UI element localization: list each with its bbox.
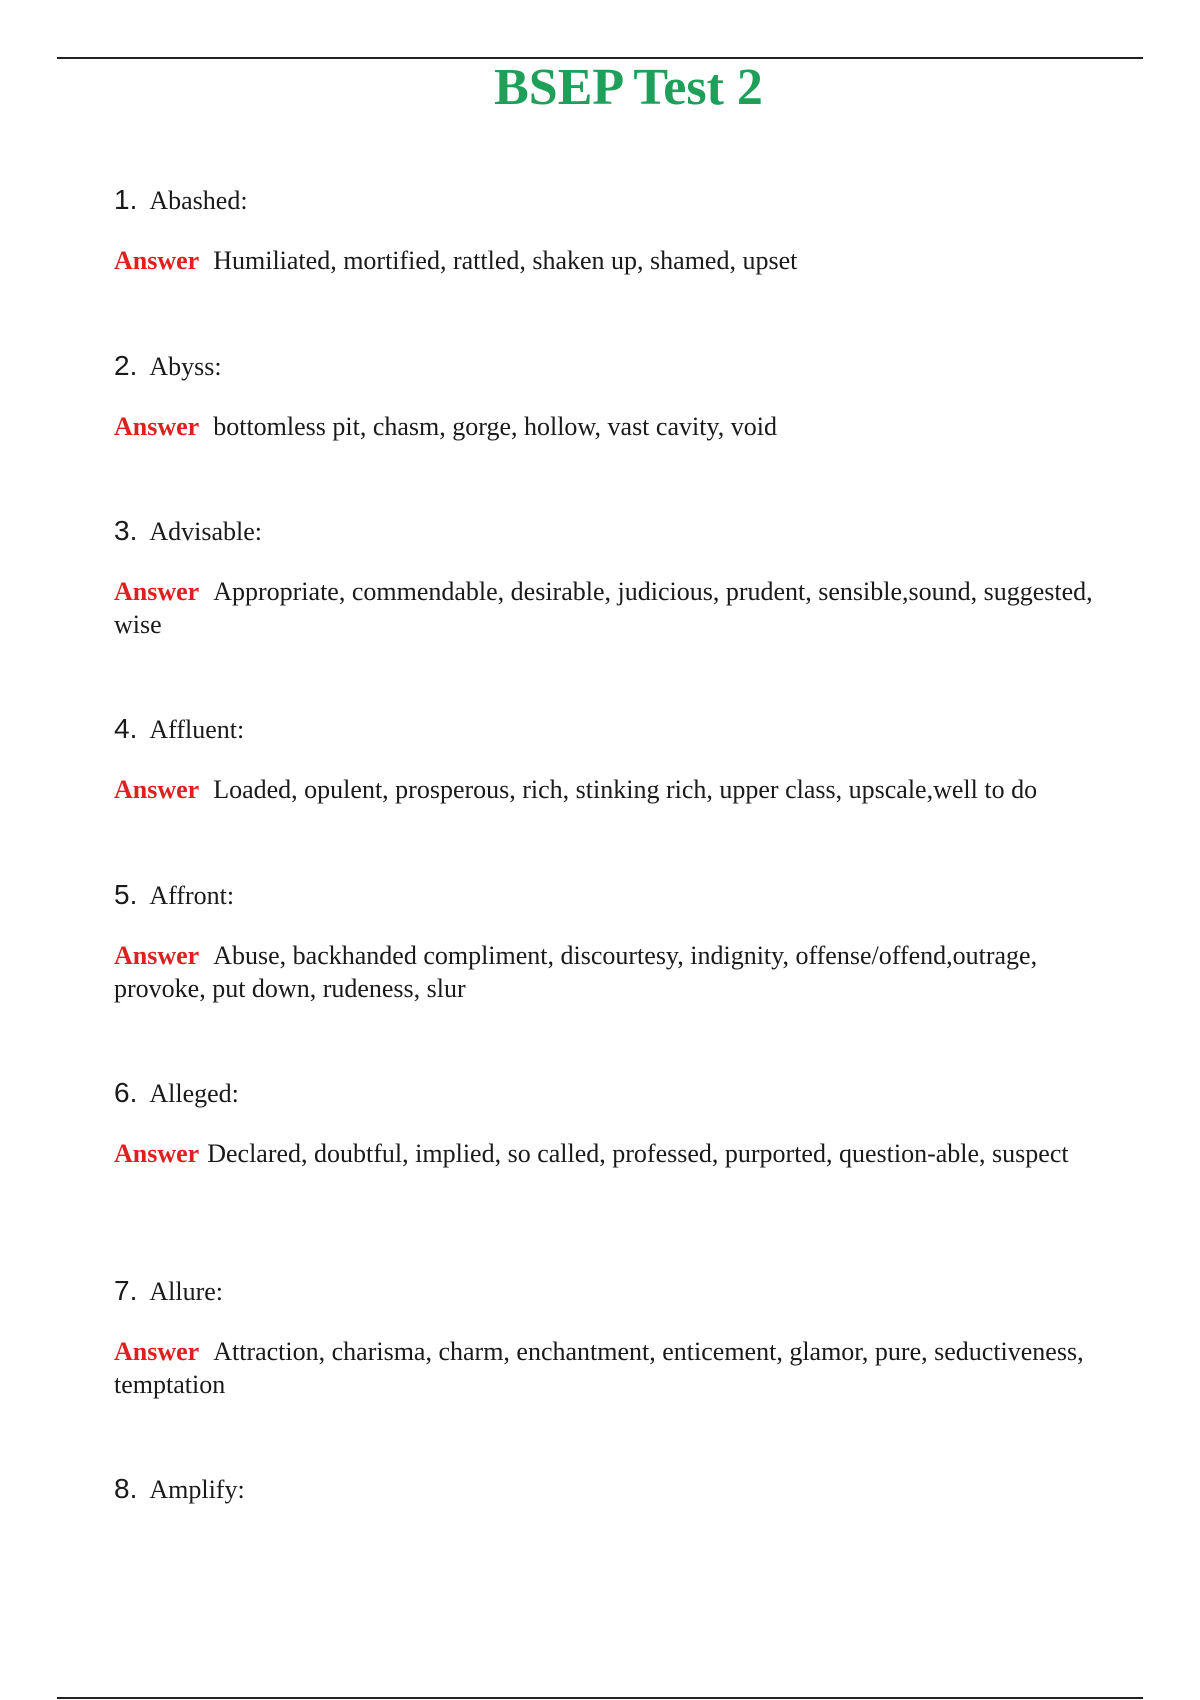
answer-label: Answer <box>114 1139 200 1168</box>
question-number: 7. <box>114 1275 138 1306</box>
question-word: Advisable: <box>149 517 263 546</box>
question <box>114 1469 1114 1509</box>
answer <box>114 939 1114 1005</box>
question-word: Affront: <box>149 881 235 910</box>
question <box>114 1271 1114 1311</box>
question-item-8 <box>114 1469 1114 1509</box>
question-item-1 <box>114 180 1114 277</box>
answer <box>114 575 1114 641</box>
answer <box>114 410 1114 443</box>
page-title: BSEP Test 2 <box>494 59 763 116</box>
question-item-4 <box>114 709 1114 806</box>
answer-label: Answer <box>114 941 200 970</box>
question-word: Abyss: <box>149 352 222 381</box>
question-number: 4. <box>114 713 138 744</box>
question-number: 1. <box>114 184 138 215</box>
bottom-rule <box>57 1697 1143 1699</box>
answer-text: Declared, doubtful, implied, so called, professed, purported, question-able, suspect <box>207 1139 1069 1168</box>
question-word: Affluent: <box>149 715 245 744</box>
question-number: 3. <box>114 515 138 546</box>
question <box>114 346 1114 386</box>
answer-label: Answer <box>114 1337 200 1366</box>
question-item-5 <box>114 875 1114 1005</box>
answer-label: Answer <box>114 246 200 275</box>
question-number: 6. <box>114 1077 138 1108</box>
question-number: 5. <box>114 879 138 910</box>
answer-text: bottomless pit, chasm, gorge, hollow, vast cavity, void <box>213 412 777 441</box>
answer-text: Appropriate, commendable, desirable, judicious, prudent, sensible,sound, suggested, wise <box>114 577 1093 639</box>
answer <box>114 1137 1114 1170</box>
question-number: 8. <box>114 1473 138 1504</box>
answer-text: Attraction, charisma, charm, enchantment, enticement, glamor, pure, seductiveness, temptation <box>114 1337 1084 1399</box>
answer <box>114 1335 1114 1401</box>
answer <box>114 773 1114 806</box>
answer-text: Loaded, opulent, prosperous, rich, stinking rich, upper class, upscale,well to do <box>213 775 1038 804</box>
question-item-2 <box>114 346 1114 443</box>
answer <box>114 244 1114 277</box>
question-item-6 <box>114 1073 1114 1170</box>
answer-label: Answer <box>114 775 200 804</box>
answer-text: Abuse, backhanded compliment, discourtesy, indignity, offense/offend,outrage, provoke, put down, rudeness, slur <box>114 941 1038 1003</box>
question-word: Allure: <box>149 1277 224 1306</box>
question <box>114 709 1114 749</box>
question-word: Amplify: <box>149 1475 245 1504</box>
question <box>114 511 1114 551</box>
answer-label: Answer <box>114 577 200 606</box>
question-item-3 <box>114 511 1114 641</box>
answer-text: Humiliated, mortified, rattled, shaken up, shamed, upset <box>213 246 798 275</box>
question <box>114 1073 1114 1113</box>
question <box>114 875 1114 915</box>
answer-label: Answer <box>114 412 200 441</box>
question-item-7 <box>114 1271 1114 1401</box>
question-word: Abashed: <box>149 186 248 215</box>
question-word: Alleged: <box>149 1079 239 1108</box>
question-number: 2. <box>114 350 138 381</box>
question <box>114 180 1114 220</box>
